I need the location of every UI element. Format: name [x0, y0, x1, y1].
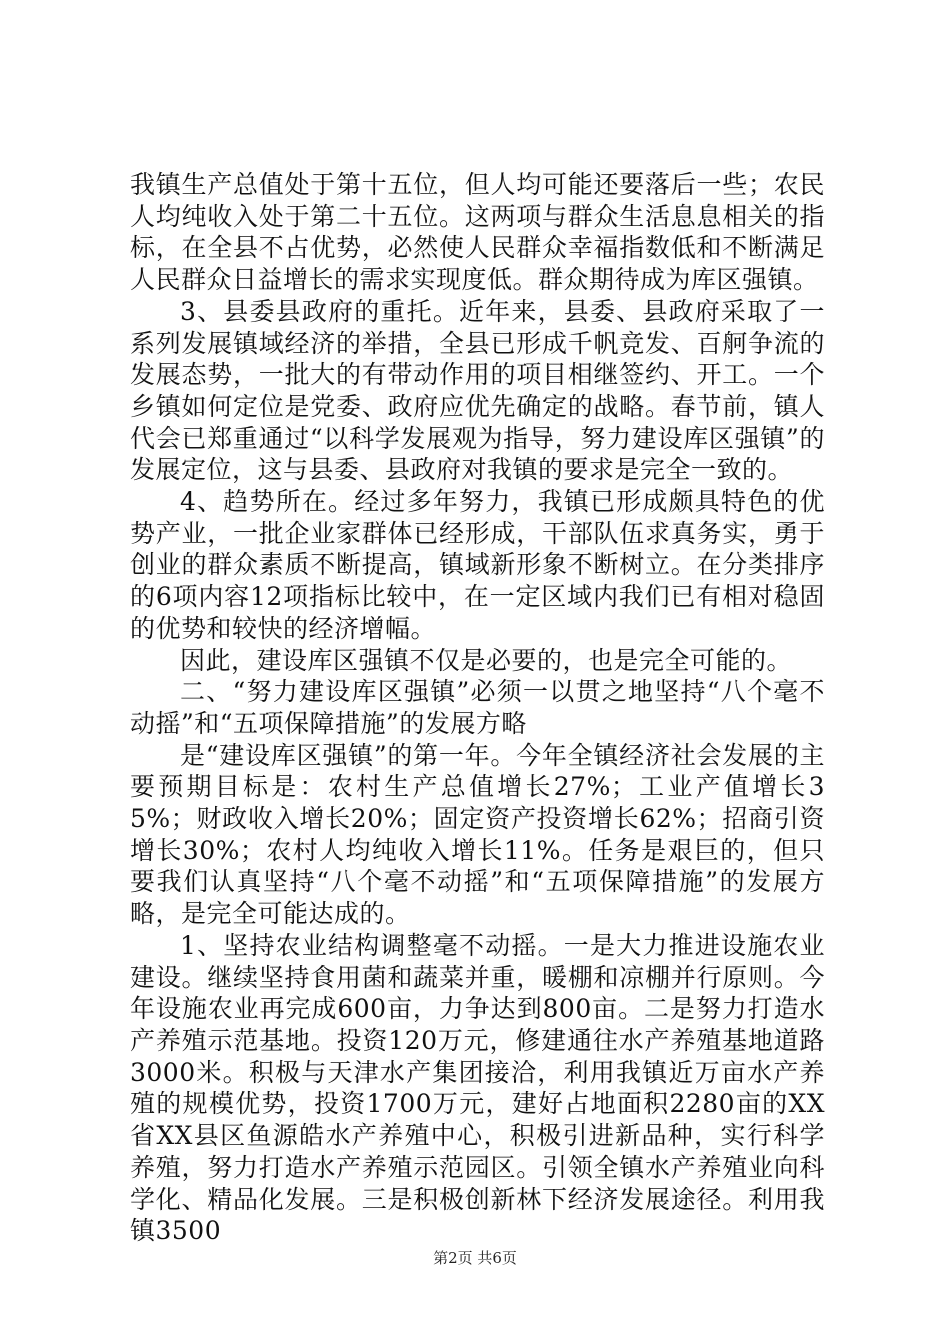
paragraph-7: 1、坚持农业结构调整毫不动摇。一是大力推进设施农业建设。继续坚持食用菌和蔬菜并重，暖棚和凉棚并行原则。今年设施农业再完成600亩，力争达到800亩。二是努力打造水产养殖示范基地。投资120万元，修建通往水产养殖基地道路3000米。积极与天津水产集团接洽，利用我镇近万亩水产养殖的规模优势，投资1700万元，建好占地面积2280亩的XX省XX县区鱼源皓水产养殖中心，积极引进新品种，实行科学养殖，努力打造水产养殖示范园区。引领全镇水产养殖业向科学化、精品化发展。三是积极创新林下经济发展途径。利用我镇3500 [130, 930, 825, 1246]
paragraph-1: 我镇生产总值处于第十五位，但人均可能还要落后一些；农民人均纯收入处于第二十五位。这两项与群众生活息息相关的指标，在全县不占优势，必然使人民群众幸福指数低和不断满足人民群众日益增长的需求实现度低。群众期待成为库区强镇。 [130, 170, 825, 295]
document-body [130, 169, 825, 1247]
paragraph-4: 因此，建设库区强镇不仅是必要的，也是完全可能的。 [180, 645, 793, 675]
paragraph-6: 是“建设库区强镇”的第一年。今年全镇经济社会发展的主要预期目标是：农村生产总值增长27%；工业产值增长35%；财政收入增长20%；固定资产投资增长62%；招商引资增长30%；农村人均纯收入增长11%。任务是艰巨的，但只要我们认真坚持“八个毫不动摇”和“五项保障措施”的发展方略，是完全可能达成的。 [130, 740, 825, 929]
section-heading: 二、“努力建设库区强镇”必须一以贯之地坚持“八个毫不动摇”和“五项保障措施”的发展方略 [130, 677, 825, 738]
paragraph-2: 3、县委县政府的重托。近年来，县委、县政府采取了一系列发展镇域经济的举措，全县已形成千帆竞发、百舸争流的发展态势，一批大的有带动作用的项目相继签约、开工。一个乡镇如何定位是党委、政府应优先确定的战略。春节前，镇人代会已郑重通过“以科学发展观为指导，努力建设库区强镇”的发展定位，这与县委、县政府对我镇的要求是完全一致的。 [130, 296, 825, 485]
page-footer: 第2页 共6页 [433, 1249, 517, 1267]
paragraph-3: 4、趋势所在。经过多年努力，我镇已形成颇具特色的优势产业，一批企业家群体已经形成，干部队伍求真务实，勇于创业的群众素质不断提高，镇域新形象不断树立。在分类排序的6项内容12项指标比较中，在一定区域内我们已有相对稳固的优势和较快的经济增幅。 [130, 487, 825, 643]
